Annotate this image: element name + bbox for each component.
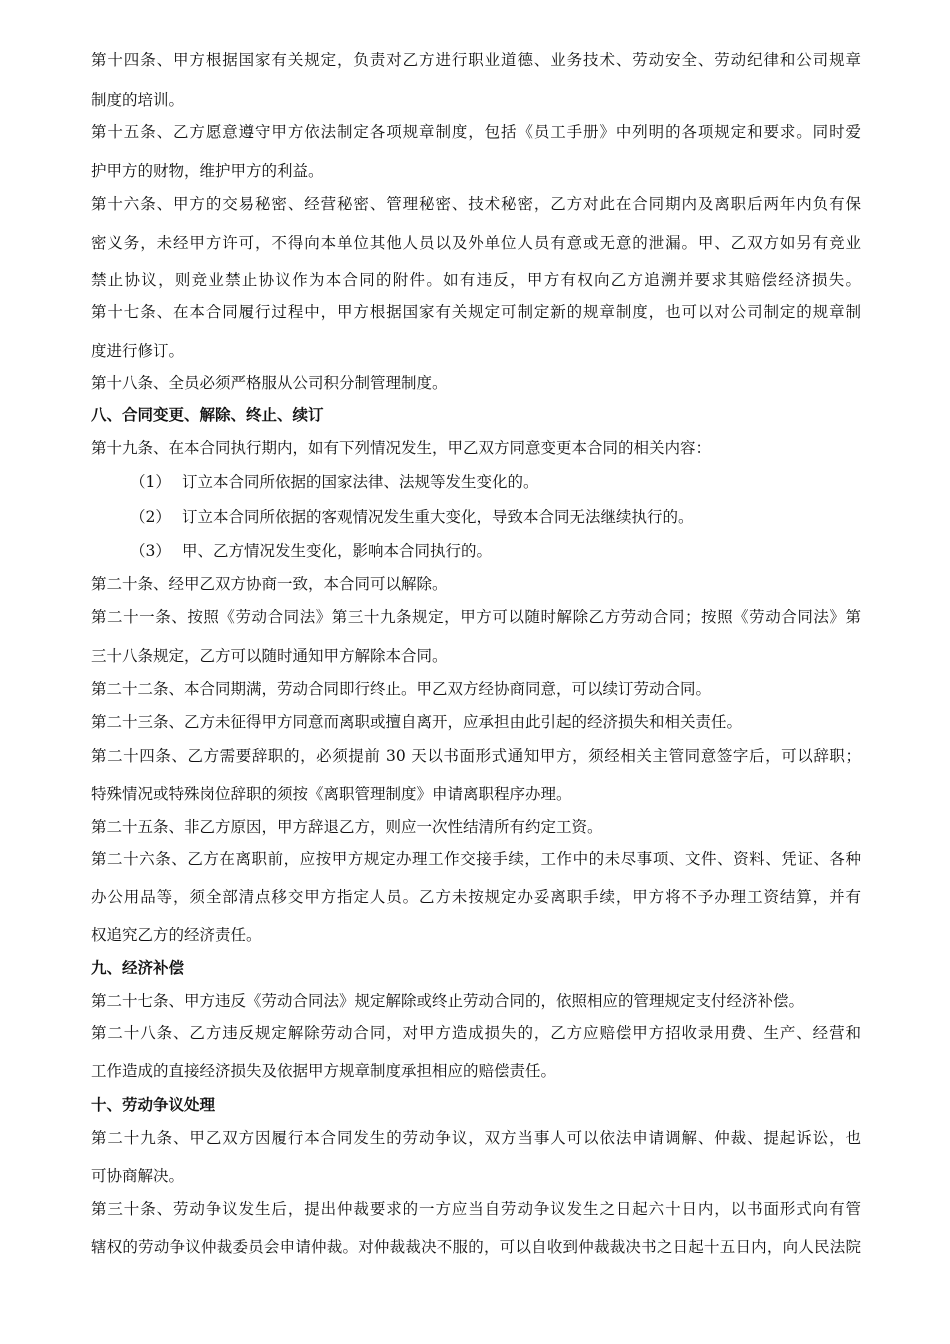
clause-16-line-3: 禁止协议，则竞业禁止协议作为本合同的附件。如有违反，甲方有权向乙方追溯并要求其赔偿经济损失。 xyxy=(91,271,861,289)
clause-30-line-1: 第三十条、劳动争议发生后，提出仲裁要求的一方应当自劳动争议发生之日起六十日内，以书面形式向有管 xyxy=(91,1200,861,1218)
clause-28-line-2: 工作造成的直接经济损失及依据甲方规章制度承担相应的赔偿责任。 xyxy=(91,1062,557,1080)
clause-17-line-1: 第十七条、在本合同履行过程中，甲方根据国家有关规定可制定新的规章制度，也可以对公司制定的规章制 xyxy=(91,303,861,321)
clause-15-line-2: 护甲方的财物，维护甲方的利益。 xyxy=(91,162,324,180)
clause-24-line-2: 特殊情况或特殊岗位辞职的须按《离职管理制度》申请离职程序办理。 xyxy=(91,785,572,803)
clause-27: 第二十七条、甲方违反《劳动合同法》规定解除或终止劳动合同的，依照相应的管理规定支付经济补偿。 xyxy=(91,992,805,1010)
clause-18: 第十八条、全员必须严格服从公司积分制管理制度。 xyxy=(91,374,448,392)
clause-29-line-2: 可协商解决。 xyxy=(91,1167,185,1185)
section-heading-10: 十、劳动争议处理 xyxy=(91,1095,216,1114)
clause-16-line-2: 密义务，未经甲方许可，不得向本单位其他人员以及外单位人员有意或无意的泄漏。甲、乙双方如另有竞业 xyxy=(91,234,861,252)
clause-26-line-2: 办公用品等，须全部清点移交甲方指定人员。乙方未按规定办妥离职手续，甲方将不予办理工资结算，并有 xyxy=(91,888,861,906)
list-item-number: （2） xyxy=(130,508,171,526)
clause-14-line-2: 制度的培训。 xyxy=(91,91,185,109)
clause-21-line-2: 三十八条规定，乙方可以随时通知甲方解除本合同。 xyxy=(91,647,448,665)
clause-25: 第二十五条、非乙方原因，甲方辞退乙方，则应一次性结清所有约定工资。 xyxy=(91,818,603,836)
clause-24-line-1: 第二十四条、乙方需要辞职的，必须提前 30 天以书面形式通知甲方，须经相关主管同意签字后，可以辞职； xyxy=(91,747,861,765)
clause-26-line-3: 权追究乙方的经济责任。 xyxy=(91,926,262,944)
clause-28-line-1: 第二十八条、乙方违反规定解除劳动合同，对甲方造成损失的，乙方应赔偿甲方招收录用费、生产、经营和 xyxy=(91,1024,861,1042)
list-item-number: （3） xyxy=(130,542,171,560)
clause-22: 第二十二条、本合同期满，劳动合同即行终止。甲乙双方经协商同意，可以续订劳动合同。 xyxy=(91,680,712,698)
clause-14-line-1: 第十四条、甲方根据国家有关规定，负责对乙方进行职业道德、业务技术、劳动安全、劳动纪律和公司规章 xyxy=(91,51,861,69)
list-item-number: （1） xyxy=(130,473,171,491)
clause-16-line-1: 第十六条、甲方的交易秘密、经营秘密、管理秘密、技术秘密，乙方对此在合同期内及离职后两年内负有保 xyxy=(91,195,861,213)
list-item xyxy=(130,540,860,564)
clause-17-line-2: 度进行修订。 xyxy=(91,342,185,360)
list-item-text: 订立本合同所依据的客观情况发生重大变化，导致本合同无法继续执行的。 xyxy=(182,508,694,526)
clause-15-line-1: 第十五条、乙方愿意遵守甲方依法制定各项规章制度，包括《员工手册》中列明的各项规定和要求。同时爱 xyxy=(91,123,861,141)
clause-21-line-1: 第二十一条、按照《劳动合同法》第三十九条规定，甲方可以随时解除乙方劳动合同；按照《劳动合同法》第 xyxy=(91,608,861,626)
clause-30-line-2: 辖权的劳动争议仲裁委员会申请仲裁。对仲裁裁决不服的，可以自收到仲裁裁决书之日起十五日内，向人民法院 xyxy=(91,1238,861,1256)
list-item-text: 甲、乙方情况发生变化，影响本合同执行的。 xyxy=(182,542,493,560)
clause-23: 第二十三条、乙方未征得甲方同意而离职或擅自离开，应承担由此引起的经济损失和相关责任。 xyxy=(91,713,743,731)
clause-26-line-1: 第二十六条、乙方在离职前，应按甲方规定办理工作交接手续，工作中的未尽事项、文件、资料、凭证、各种 xyxy=(91,850,861,868)
clause-20: 第二十条、经甲乙双方协商一致，本合同可以解除。 xyxy=(91,575,448,593)
clause-19: 第十九条、在本合同执行期内，如有下列情况发生，甲乙双方同意变更本合同的相关内容： xyxy=(91,439,712,457)
section-heading-9: 九、经济补偿 xyxy=(91,958,185,977)
list-item xyxy=(130,506,860,530)
list-item xyxy=(130,471,860,495)
clause-29-line-1: 第二十九条、甲乙双方因履行本合同发生的劳动争议，双方当事人可以依法申请调解、仲裁、提起诉讼，也 xyxy=(91,1129,861,1147)
list-item-text: 订立本合同所依据的国家法律、法规等发生变化的。 xyxy=(182,473,539,491)
section-heading-8: 八、合同变更、解除、终止、续订 xyxy=(91,405,324,424)
